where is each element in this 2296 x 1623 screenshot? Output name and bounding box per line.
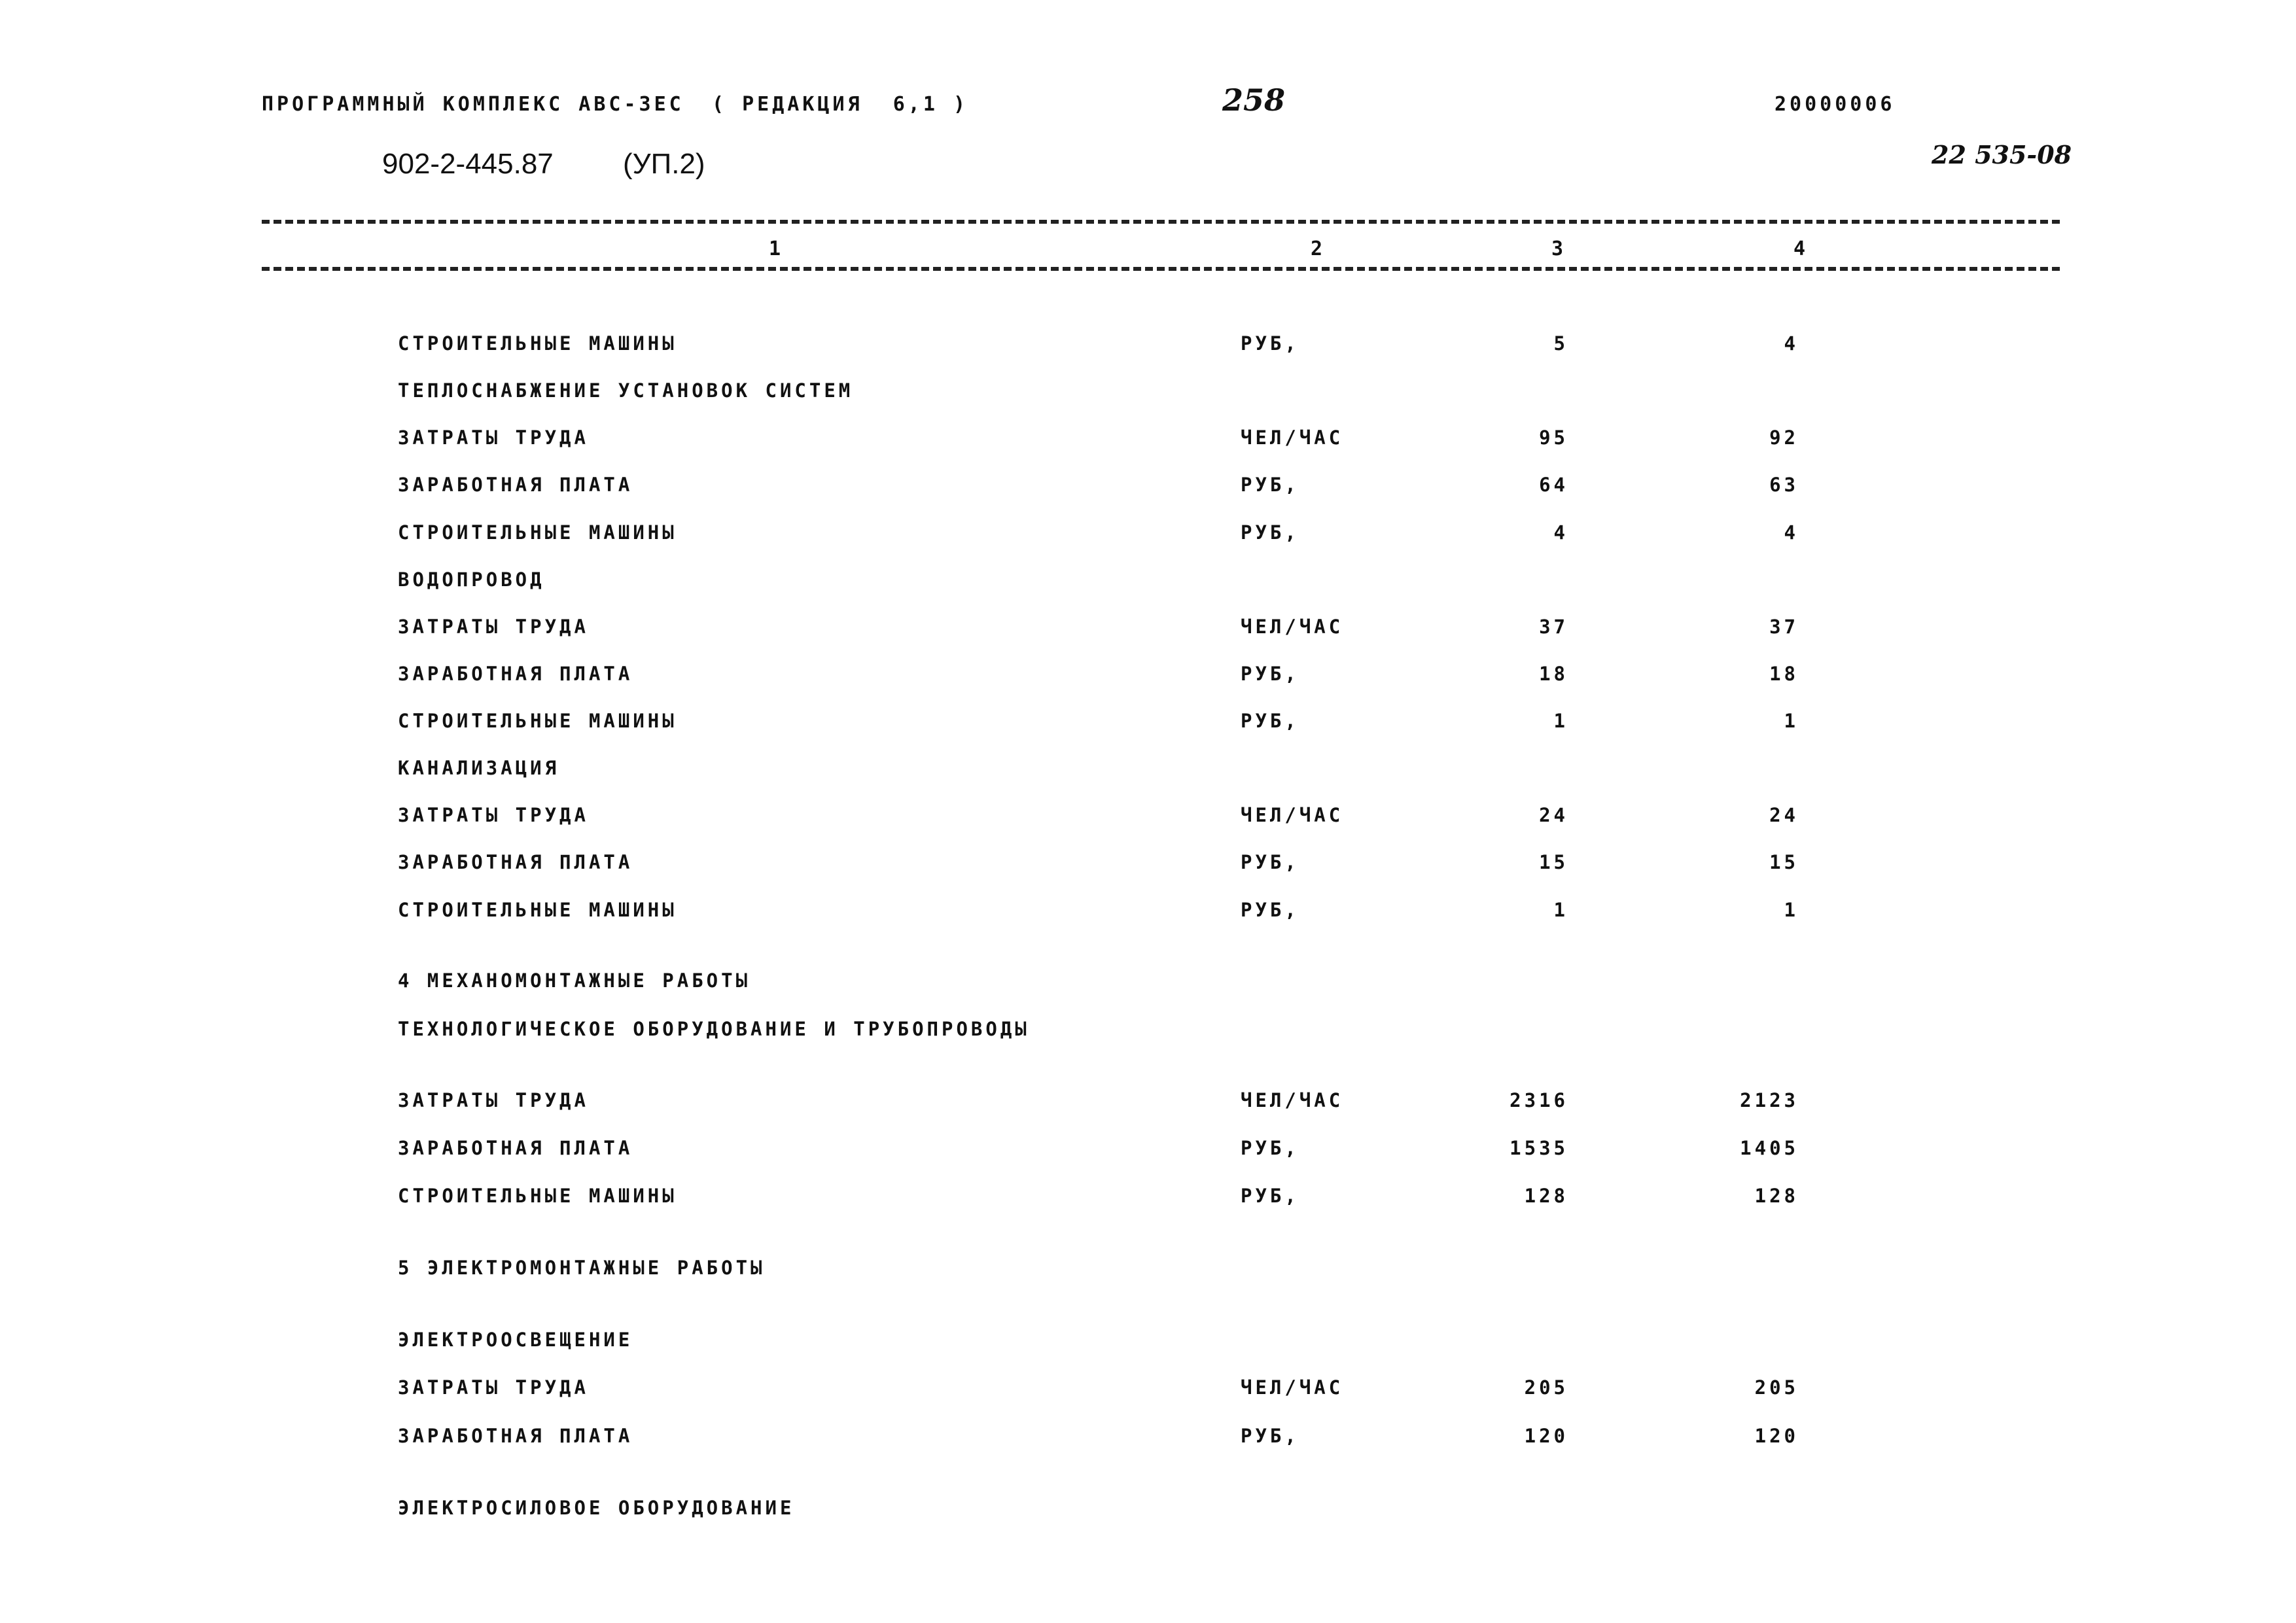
row-unit: РУБ,: [1241, 332, 1299, 355]
table-row: [0, 379, 2296, 406]
row-label: ЗАТРАТЫ ТРУДА: [398, 616, 589, 638]
row-unit: ЧЕЛ/ЧАС: [1241, 616, 1344, 638]
row-value-4: 128: [1754, 1185, 1799, 1207]
row-value-4: 4: [1784, 332, 1799, 355]
row-label: СТРОИТЕЛЬНЫЕ МАШИНЫ: [398, 521, 677, 544]
row-label: ЗАРАБОТНАЯ ПЛАТА: [398, 474, 633, 496]
table-row: [0, 757, 2296, 783]
row-value-3: 4: [1553, 521, 1568, 544]
row-unit: РУБ,: [1241, 899, 1299, 921]
table-row: [0, 1137, 2296, 1163]
row-value-4: 92: [1769, 427, 1799, 449]
column-header-4: 4: [1793, 237, 1806, 260]
row-value-4: 1405: [1740, 1137, 1799, 1159]
column-header-1: 1: [769, 237, 781, 260]
row-label: СТРОИТЕЛЬНЫЕ МАШИНЫ: [398, 899, 677, 921]
row-label: ЭЛЕКТРООСВЕЩЕНИЕ: [398, 1329, 633, 1351]
row-unit: РУБ,: [1241, 474, 1299, 496]
row-unit: ЧЕЛ/ЧАС: [1241, 1089, 1344, 1111]
table-row: [0, 969, 2296, 996]
row-value-4: 1: [1784, 710, 1799, 732]
row-unit: РУБ,: [1241, 710, 1299, 732]
header-rule-bottom: [262, 267, 2060, 271]
inventory-number: 22 535-08: [1932, 140, 2072, 169]
project-number: 902-2-445.87: [382, 148, 554, 180]
table-row: [0, 899, 2296, 925]
row-value-3: 64: [1539, 474, 1568, 496]
row-label: ВОДОПРОВОД: [398, 568, 545, 591]
table-row: [0, 1089, 2296, 1115]
row-value-3: 5: [1553, 332, 1568, 355]
table-row: [0, 332, 2296, 358]
row-value-3: 95: [1539, 427, 1568, 449]
row-value-3: 24: [1539, 804, 1568, 826]
table-row: [0, 1329, 2296, 1355]
table-row: [0, 616, 2296, 642]
row-label: ТЕХНОЛОГИЧЕСКОЕ ОБОРУДОВАНИЕ И ТРУБОПРОВОДЫ: [398, 1018, 1030, 1040]
row-label: ЗАТРАТЫ ТРУДА: [398, 1089, 589, 1111]
row-value-4: 205: [1754, 1376, 1799, 1399]
table-row: [0, 568, 2296, 595]
row-unit: РУБ,: [1241, 521, 1299, 544]
row-value-3: 37: [1539, 616, 1568, 638]
header-rule-top: [262, 220, 2060, 224]
row-label: ТЕПЛОСНАБЖЕНИЕ УСТАНОВОК СИСТЕМ: [398, 379, 854, 402]
table-row: [0, 1185, 2296, 1211]
row-value-4: 120: [1754, 1425, 1799, 1447]
row-unit: РУБ,: [1241, 1185, 1299, 1207]
table-row: [0, 1497, 2296, 1523]
row-label: ЗАТРАТЫ ТРУДА: [398, 804, 589, 826]
row-value-3: 1535: [1510, 1137, 1568, 1159]
row-value-4: 37: [1769, 616, 1799, 638]
row-label: ЗАТРАТЫ ТРУДА: [398, 427, 589, 449]
row-value-3: 18: [1539, 663, 1568, 685]
page-number: 258: [1222, 82, 1286, 118]
row-label: ЗАТРАТЫ ТРУДА: [398, 1376, 589, 1399]
row-value-3: 128: [1524, 1185, 1568, 1207]
row-value-4: 2123: [1740, 1089, 1799, 1111]
row-label: ЗАРАБОТНАЯ ПЛАТА: [398, 663, 633, 685]
table-row: [0, 474, 2296, 500]
table-row: [0, 1376, 2296, 1403]
table-row: [0, 710, 2296, 736]
row-label: ЗАРАБОТНАЯ ПЛАТА: [398, 1137, 633, 1159]
row-label: КАНАЛИЗАЦИЯ: [398, 757, 560, 779]
edition-label: ( РЕДАКЦИЯ 6,1 ): [712, 93, 969, 116]
program-title: ПРОГРАММНЫЙ КОМПЛЕКС АВС-ЗЕС: [262, 93, 684, 116]
row-label: 4 МЕХАНОМОНТАЖНЫЕ РАБОТЫ: [398, 969, 751, 992]
row-value-4: 15: [1769, 851, 1799, 873]
row-label: ЭЛЕКТРОСИЛОВОЕ ОБОРУДОВАНИЕ: [398, 1497, 795, 1519]
row-value-4: 63: [1769, 474, 1799, 496]
row-value-4: 1: [1784, 899, 1799, 921]
table-row: [0, 1425, 2296, 1451]
row-label: СТРОИТЕЛЬНЫЕ МАШИНЫ: [398, 1185, 677, 1207]
table-row: [0, 663, 2296, 689]
table-row: [0, 1257, 2296, 1283]
row-label: СТРОИТЕЛЬНЫЕ МАШИНЫ: [398, 332, 677, 355]
table-row: [0, 804, 2296, 830]
row-value-3: 1: [1553, 899, 1568, 921]
row-label: СТРОИТЕЛЬНЫЕ МАШИНЫ: [398, 710, 677, 732]
row-unit: РУБ,: [1241, 663, 1299, 685]
row-unit: РУБ,: [1241, 1425, 1299, 1447]
row-label: 5 ЭЛЕКТРОМОНТАЖНЫЕ РАБОТЫ: [398, 1257, 766, 1279]
column-header-2: 2: [1311, 237, 1323, 260]
column-header-3: 3: [1551, 237, 1564, 260]
row-unit: ЧЕЛ/ЧАС: [1241, 804, 1344, 826]
table-row: [0, 521, 2296, 548]
table-row: [0, 1018, 2296, 1044]
table-row: [0, 427, 2296, 453]
row-value-3: 1: [1553, 710, 1568, 732]
album-label: (УП.2): [623, 148, 705, 180]
row-value-3: 205: [1524, 1376, 1568, 1399]
row-value-4: 18: [1769, 663, 1799, 685]
row-unit: ЧЕЛ/ЧАС: [1241, 1376, 1344, 1399]
row-unit: РУБ,: [1241, 851, 1299, 873]
table-row: [0, 851, 2296, 877]
row-value-3: 15: [1539, 851, 1568, 873]
row-value-3: 120: [1524, 1425, 1568, 1447]
row-unit: РУБ,: [1241, 1137, 1299, 1159]
row-value-3: 2316: [1510, 1089, 1568, 1111]
row-value-4: 24: [1769, 804, 1799, 826]
row-label: ЗАРАБОТНАЯ ПЛАТА: [398, 1425, 633, 1447]
document-code: 20000006: [1775, 93, 1896, 116]
row-label: ЗАРАБОТНАЯ ПЛАТА: [398, 851, 633, 873]
row-value-4: 4: [1784, 521, 1799, 544]
row-unit: ЧЕЛ/ЧАС: [1241, 427, 1344, 449]
